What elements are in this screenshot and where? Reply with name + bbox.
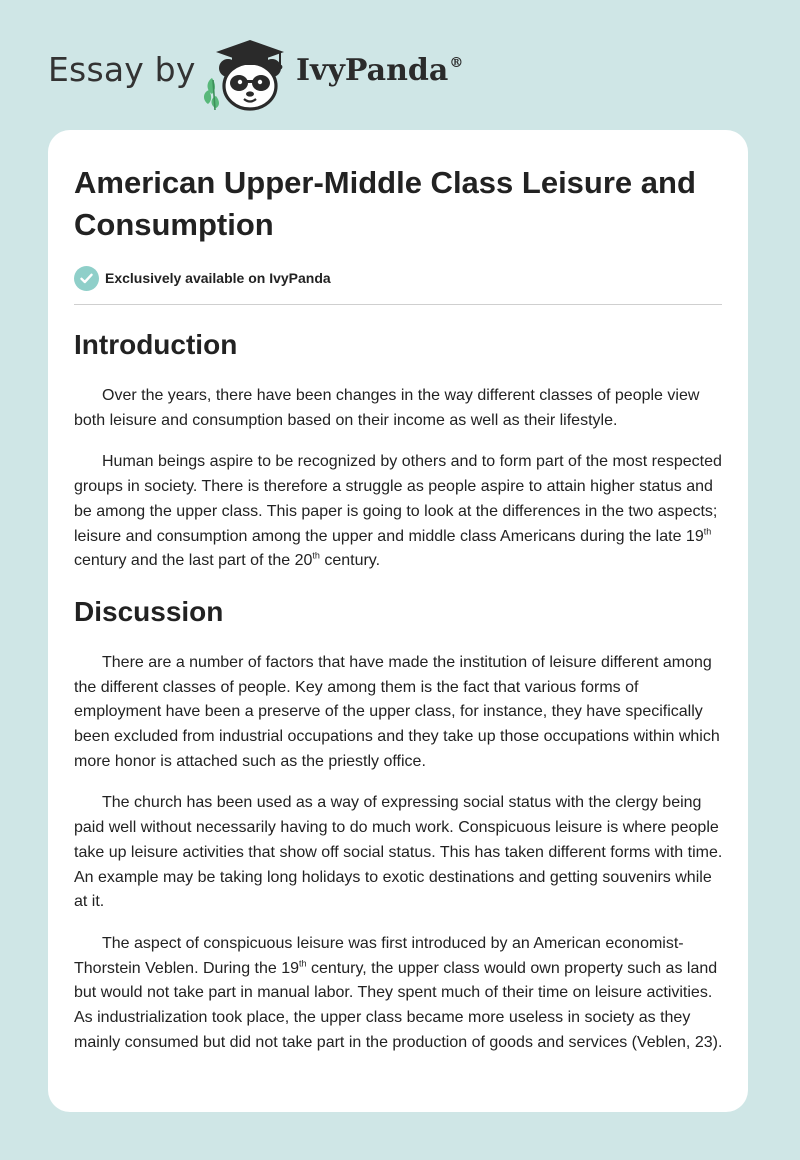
exclusive-label: Exclusively available on IvyPanda — [105, 270, 331, 286]
section-heading-discussion: Discussion — [74, 595, 224, 627]
check-circle-icon — [74, 266, 99, 291]
article-title: American Upper-Middle Class Leisure and Consumption — [74, 165, 696, 242]
paragraph: The church has been used as a way of expressing social status with the clergy being paid well without necessarily having to do much work. Conspicuous leisure is where people take up leisure activities that show off social status. This has taken different forms with time. An example may be taking long holidays to exotic destinations and getting souvenirs while at it. — [74, 794, 723, 911]
article-content — [74, 162, 724, 1055]
brand-prefix: Essay by — [48, 50, 196, 89]
brand-name[interactable]: IvyPanda® — [296, 53, 464, 88]
exclusive-badge — [74, 264, 724, 292]
paragraph: Human beings aspire to be recognized by others and to form part of the most respected groups in society. There is therefore a struggle as people aspire to attain higher status and be among the upper class. This paper is going to look at the differences in the two aspects; leisure and consumption among the upper and middle class Americans during the late 19th century and the last part of the 20th century. — [74, 453, 722, 570]
site-header — [0, 0, 800, 130]
paragraph: There are a number of factors that have made the institution of leisure different among the different classes of people. Key among them is the fact that various forms of employment have been a preserve of the upper class, for instance, they have specifically been excluded from industrial occupations and they take up those occupations within which more honor is attached such as the priestly office. — [74, 653, 720, 770]
article-card — [48, 130, 748, 1112]
section-heading-introduction: Introduction — [74, 329, 238, 360]
registered-mark: ® — [449, 55, 464, 71]
paragraph: Over the years, there have been changes in the way different classes of people view both leisure and consumption based on their income as well as their lifestyle. — [74, 387, 700, 429]
paragraph: The aspect of conspicuous leisure was first introduced by an American economist- Thorstein Veblen. During the 19th century, the upper class would own property such as land but would not take part in manual labor. They spent much of their time on leisure activities. As industrialization took place, the upper class became more useless in society as they mainly consumed but did not take part in the production of goods and services (Veblen, 23). — [74, 934, 723, 1051]
panda-logo-icon[interactable] — [198, 34, 294, 112]
title-divider — [74, 304, 722, 305]
